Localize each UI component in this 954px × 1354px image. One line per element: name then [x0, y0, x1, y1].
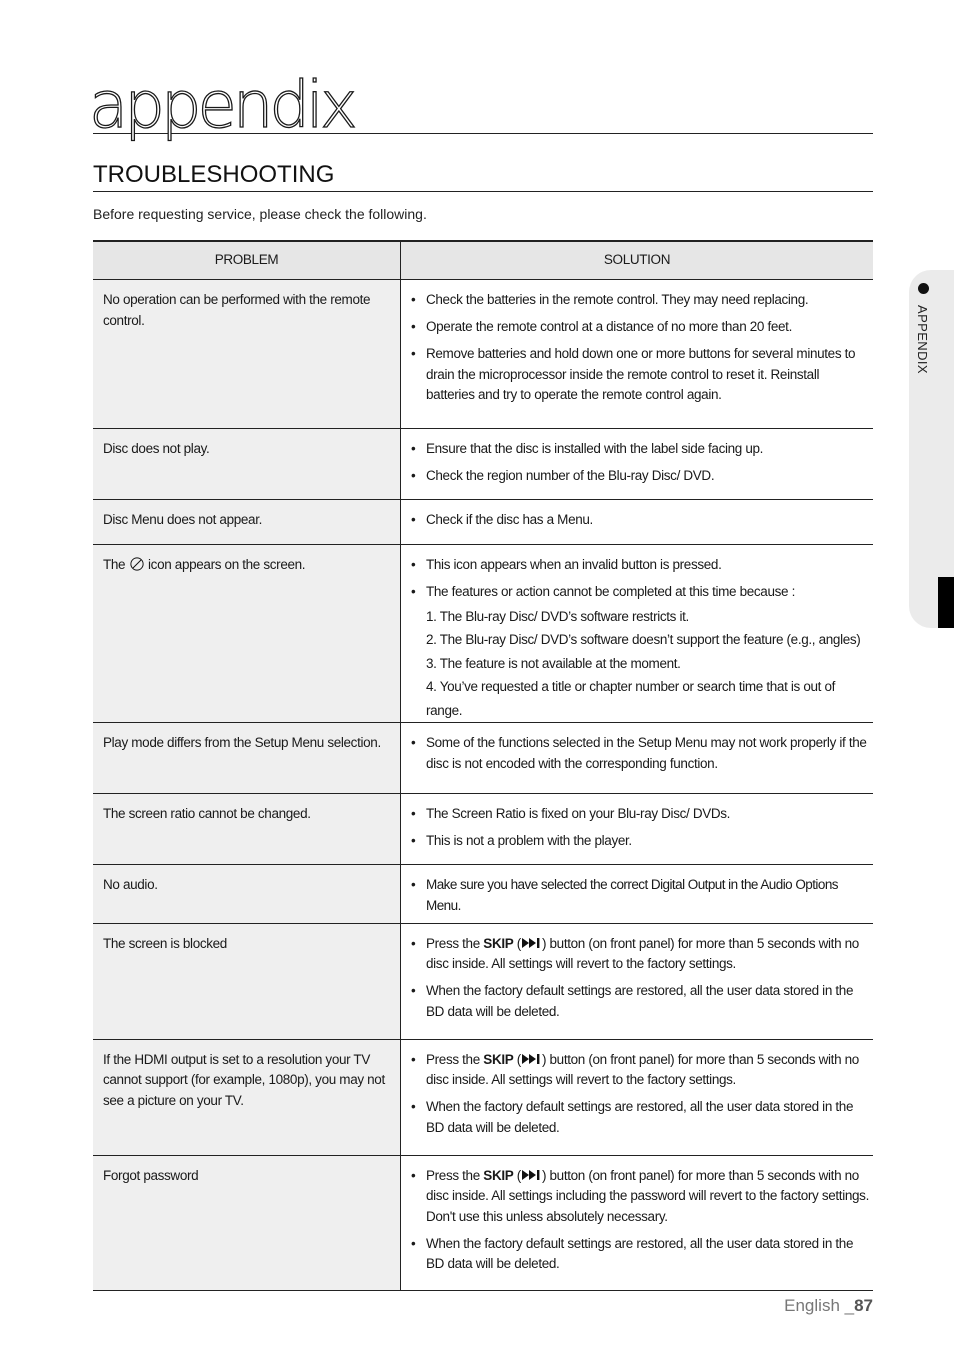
table-row — [93, 545, 873, 723]
skip-text: ) button (on front panel) for more than 5 seconds with no disc inside. All settings will revert to the factory settings. — [426, 1051, 859, 1087]
table-row — [93, 429, 873, 500]
problem-text-post: icon appears on the screen. — [148, 557, 306, 572]
solution-bullet: • Some of the functions selected in the Setup Menu may not work properly if the disc is not encoded with the corresponding function. — [411, 733, 870, 774]
intro-text: Before requesting service, please check the following. — [93, 206, 427, 222]
solution-bullet: • Operate the remote control at a distance of no more than 20 feet. — [411, 317, 870, 338]
skip-forward-icon — [521, 1054, 542, 1064]
problem-cell: No audio. — [93, 865, 401, 924]
section-title: TROUBLESHOOTING — [93, 160, 873, 192]
problem-cell: If the HDMI output is set to a resolution your TV cannot support (for example, 1080p), you may not see a picture on your TV. — [93, 1039, 401, 1155]
problem-cell: The screen is blocked — [93, 923, 401, 1039]
problem-cell: Play mode differs from the Setup Menu selection. — [93, 723, 401, 794]
sub-list-item: 4. You’ve requested a title or chapter number or search time that is out of range. — [426, 679, 836, 718]
solution-bullet: • The Screen Ratio is fixed on your Blu-ray Disc/ DVDs. — [411, 804, 870, 825]
solution-cell — [401, 865, 874, 924]
problem-cell: Disc Menu does not appear. — [93, 500, 401, 545]
prohibited-icon — [130, 557, 144, 571]
press-text: Press the — [426, 935, 480, 951]
skip-text: ) button (on front panel) for more than 5 seconds with no disc inside. All settings will revert to the factory settings. — [426, 935, 859, 971]
solution-bullet: • This is not a problem with the player. — [411, 831, 870, 852]
skip-label: SKIP — [483, 935, 514, 951]
table-row — [93, 865, 873, 924]
table-row — [93, 723, 873, 794]
solution-bullet: • Press the SKIP ( ) button (on front panel) for more than 5 seconds with no disc inside. All settings including the password will revert to the factory settings. Don't use this unless absolutely necessary. — [411, 1166, 870, 1228]
solution-cell — [401, 500, 874, 545]
solution-bullet: • Remove batteries and hold down one or more buttons for several minutes to drain the microprocessor inside the remote control to reset it. Reinstall batteries and try to operate the remote control again. — [411, 344, 870, 406]
skip-text: ) button (on front panel) for more than 5 seconds with no disc inside. All settings including the password will revert to the factory settings. Don't use this unless absolutely necessary. — [426, 1167, 869, 1224]
problem-cell: Forgot password — [93, 1155, 401, 1290]
column-header-problem: PROBLEM — [93, 241, 401, 280]
side-tab-marker — [938, 577, 954, 628]
press-text: Press the — [426, 1051, 480, 1067]
table-row — [93, 1039, 873, 1155]
skip-forward-icon — [521, 938, 542, 948]
side-tab-label: APPENDIX — [915, 305, 930, 374]
table-row — [93, 500, 873, 545]
column-header-solution: SOLUTION — [401, 241, 874, 280]
solution-cell — [401, 723, 874, 794]
page-title: appendix — [89, 69, 354, 143]
table-header-row — [93, 241, 873, 280]
solution-bullet: • When the factory default settings are restored, all the user data stored in the BD data will be deleted. — [411, 981, 870, 1022]
sub-list-item: 3. The feature is not available at the moment. — [426, 655, 681, 671]
solution-cell — [401, 1155, 874, 1290]
solution-bullet: • When the factory default settings are restored, all the user data stored in the BD data will be deleted. — [411, 1234, 870, 1275]
side-tab-dot — [918, 283, 929, 294]
problem-cell: The screen ratio cannot be changed. — [93, 794, 401, 865]
table-row — [93, 280, 873, 429]
solution-cell — [401, 1039, 874, 1155]
solution-bullet: • Press the SKIP ( ) button (on front panel) for more than 5 seconds with no disc inside. All settings will revert to the factory settings. — [411, 1050, 870, 1091]
solution-bullet: • Make sure you have selected the correct Digital Output in the Audio Options Menu. — [411, 875, 870, 916]
solution-bullet: • Check if the disc has a Menu. — [411, 510, 870, 531]
solution-cell — [401, 280, 874, 429]
sub-list-item: 1. The Blu-ray Disc/ DVD’s software restricts it. — [426, 608, 689, 624]
table-row — [93, 1155, 873, 1290]
solution-bullet: • Check the region number of the Blu-ray Disc/ DVD. — [411, 466, 870, 487]
solution-bullet: • Press the SKIP ( ) button (on front panel) for more than 5 seconds with no disc inside. All settings will revert to the factory settings. — [411, 934, 870, 975]
solution-bullet: • When the factory default settings are restored, all the user data stored in the BD data will be deleted. — [411, 1097, 870, 1138]
solution-bullet: • The features or action cannot be completed at this time because : — [411, 582, 870, 603]
title-rule — [89, 69, 873, 143]
solution-bullet: • Check the batteries in the remote control. They may need replacing. — [411, 290, 870, 311]
solution-cell — [401, 923, 874, 1039]
table-row — [93, 794, 873, 865]
sub-list-item: 2. The Blu-ray Disc/ DVD’s software doesn’t support the feature (e.g., angles) — [426, 632, 861, 647]
page-footer — [784, 1296, 873, 1316]
press-text: Press the — [426, 1167, 480, 1183]
solution-bullet: • This icon appears when an invalid button is pressed. — [411, 555, 870, 576]
problem-cell: Disc does not play. — [93, 429, 401, 500]
skip-label: SKIP — [483, 1167, 514, 1183]
page-number: 87 — [854, 1296, 873, 1315]
solution-cell — [401, 429, 874, 500]
problem-text-pre: The — [103, 557, 126, 572]
solution-bullet: • Ensure that the disc is installed with the label side facing up. — [411, 439, 870, 460]
footer-language: English _ — [784, 1296, 855, 1315]
solution-cell — [401, 794, 874, 865]
problem-cell — [93, 545, 401, 723]
solution-cell — [401, 545, 874, 723]
troubleshooting-table — [93, 240, 873, 1291]
problem-cell: No operation can be performed with the remote control. — [93, 280, 401, 429]
skip-label: SKIP — [483, 1051, 514, 1067]
table-row — [93, 923, 873, 1039]
skip-forward-icon — [521, 1170, 542, 1180]
